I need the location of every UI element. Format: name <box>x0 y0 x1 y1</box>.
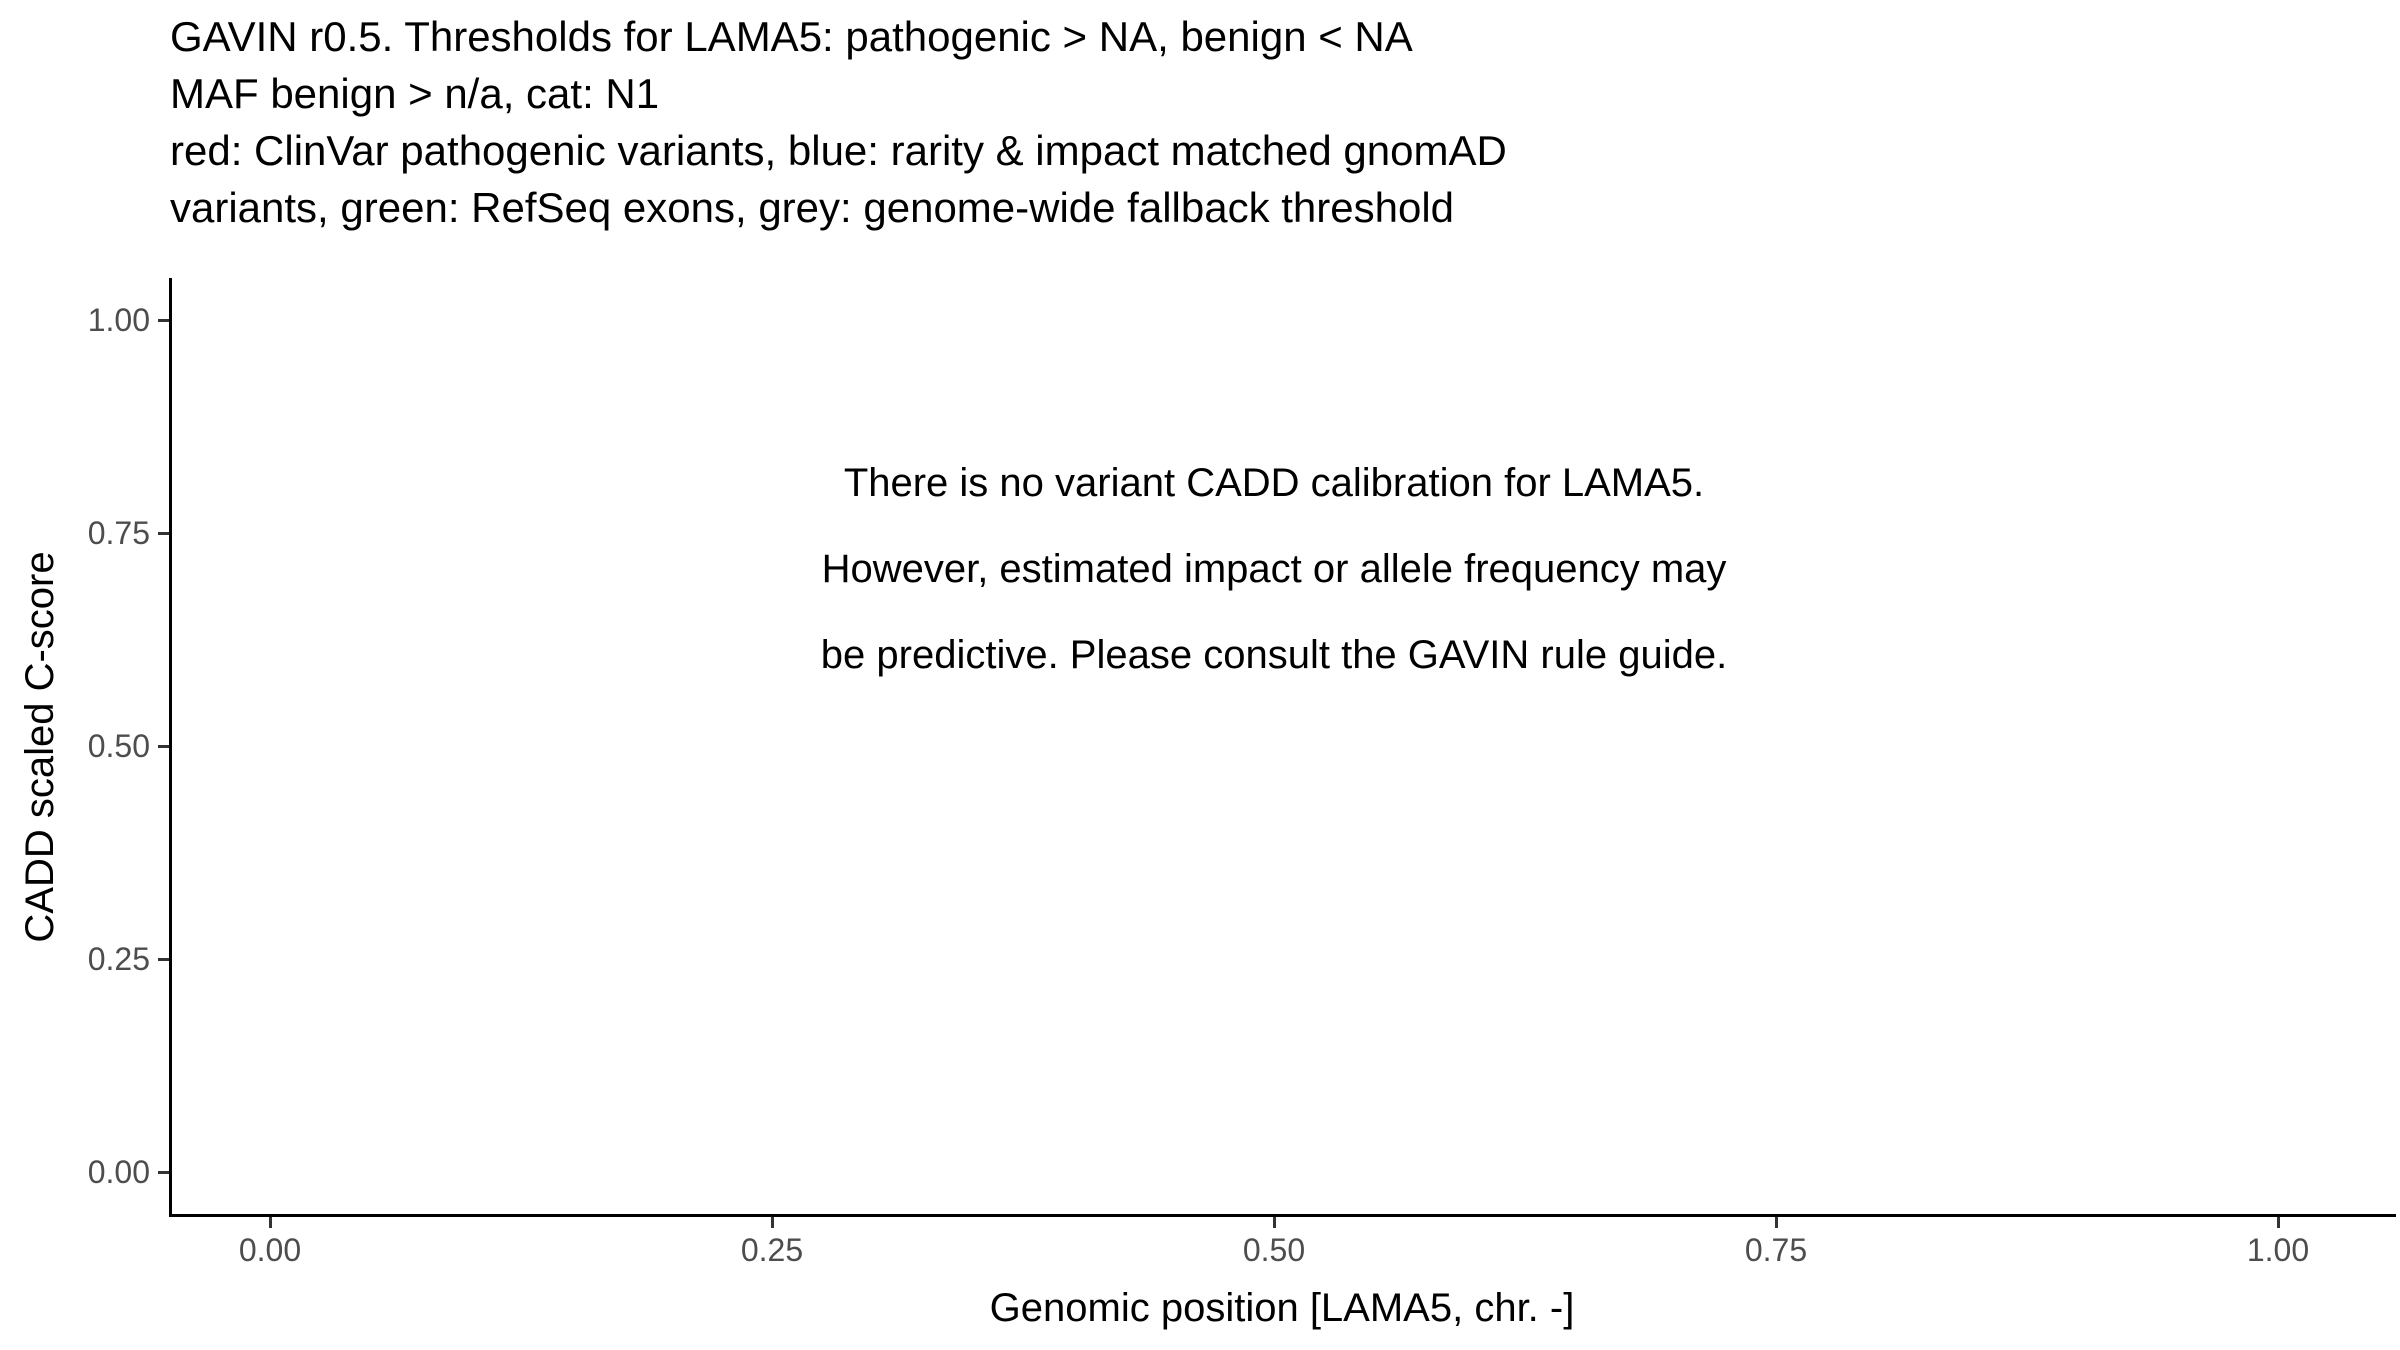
x-axis-tick-label: 1.00 <box>2246 1232 2310 1268</box>
annotation-line-1: There is no variant CADD calibration for LAMA5. <box>843 461 1705 505</box>
plot-title <box>170 8 1507 236</box>
x-axis-tick-label: 0.75 <box>1744 1232 1808 1268</box>
x-axis-line <box>169 1214 2396 1217</box>
x-axis-tick <box>269 1217 272 1228</box>
y-axis-tick <box>158 958 169 961</box>
y-axis-tick <box>158 532 169 535</box>
x-axis-tick-label: 0.25 <box>740 1232 804 1268</box>
x-axis-tick <box>1775 1217 1778 1228</box>
y-axis-tick-label: 0.25 <box>87 941 150 977</box>
annotation-line-2: However, estimated impact or allele frequency may <box>821 547 1727 591</box>
y-axis-tick-label: 0.75 <box>87 515 150 551</box>
annotation-line-3: be predictive. Please consult the GAVIN rule guide. <box>820 633 1728 677</box>
y-axis-tick <box>158 745 169 748</box>
y-axis-tick-label: 1.00 <box>87 302 150 338</box>
x-axis-tick <box>2277 1217 2280 1228</box>
plot-title-line-4: variants, green: RefSeq exons, grey: genome-wide fallback threshold <box>170 184 1455 231</box>
empty-plot-annotation <box>821 440 1727 698</box>
y-axis-line <box>169 278 172 1217</box>
y-axis-tick <box>158 1171 169 1174</box>
y-axis-title: CADD scaled C-score <box>18 551 62 943</box>
x-axis-tick-label: 0.50 <box>1242 1232 1306 1268</box>
plot-title-line-3: red: ClinVar pathogenic variants, blue: rarity & impact matched gnomAD <box>170 127 1507 174</box>
y-axis-tick-label: 0.00 <box>87 1154 150 1190</box>
y-axis-tick <box>158 319 169 322</box>
plot-title-line-1: GAVIN r0.5. Thresholds for LAMA5: pathogenic > NA, benign < NA <box>170 13 1413 60</box>
x-axis-tick-label: 0.00 <box>238 1232 302 1268</box>
x-axis-tick <box>771 1217 774 1228</box>
plot-title-line-2: MAF benign > n/a, cat: N1 <box>170 70 660 117</box>
x-axis-title: Genomic position [LAMA5, chr. -] <box>989 1286 1575 1330</box>
x-axis-tick <box>1273 1217 1276 1228</box>
y-axis-tick-label: 0.50 <box>87 728 150 764</box>
